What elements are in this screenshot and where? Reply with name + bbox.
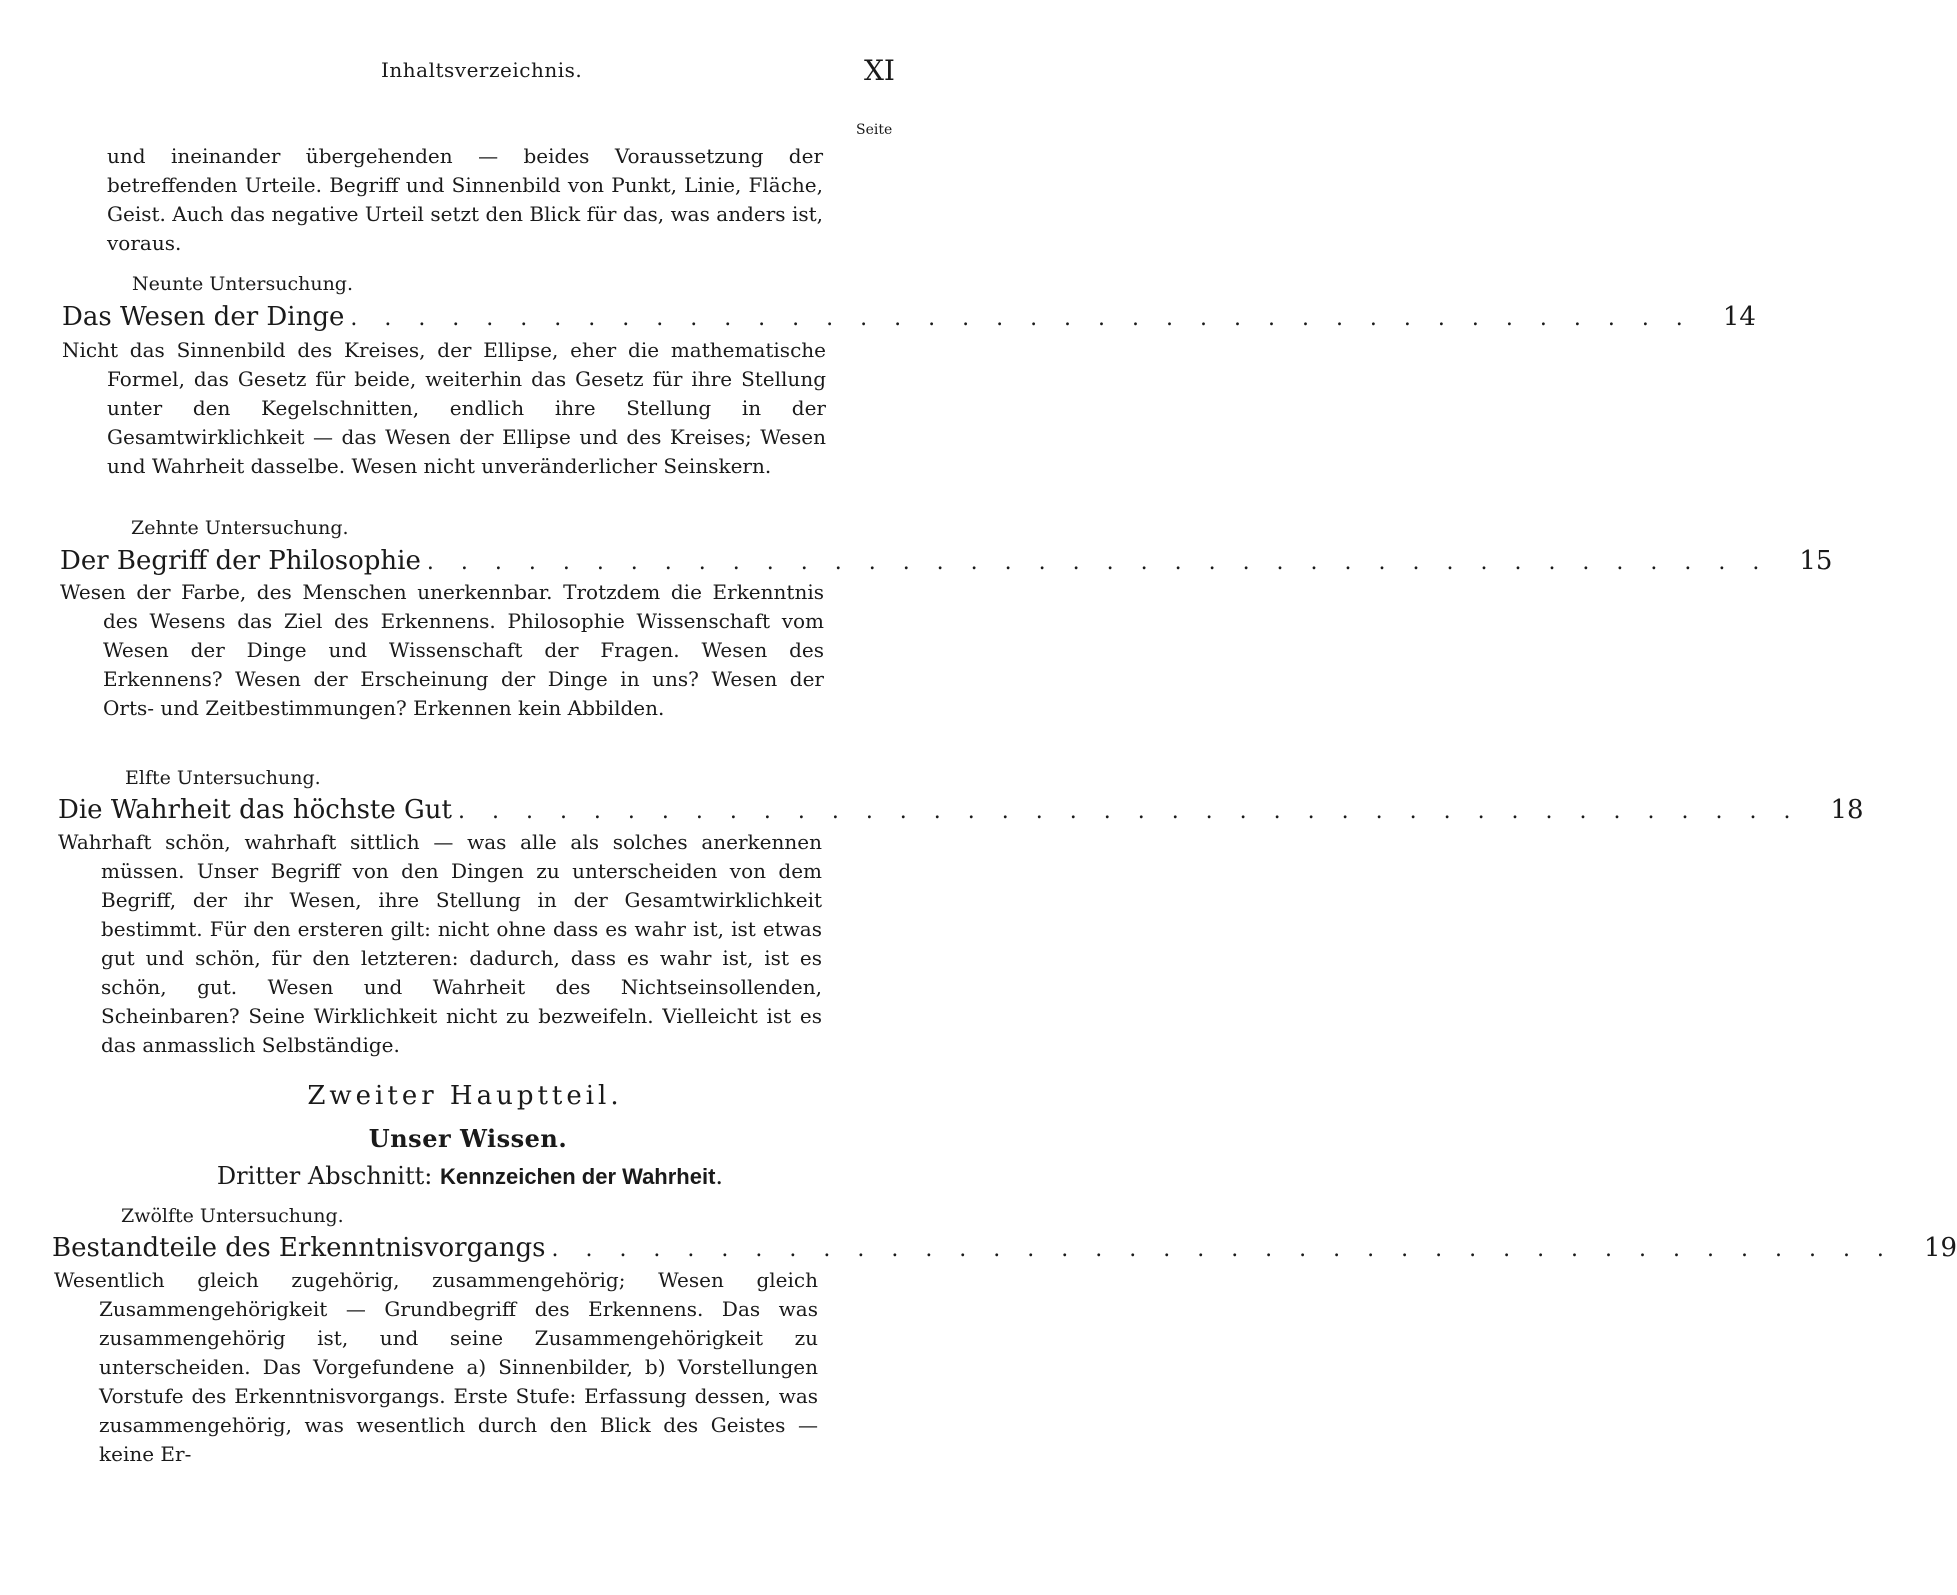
entry-description: Wesentlich gleich zugehörig, zusammengehörig; Wesen gleich Zusammengehörigkeit — Grundbegriff des Erkennens. Das was zusammengehörig ist, und seine Zusammengehörigkeit zu unterscheiden. Das Vorgefundene a) Sinnenbilder, b) Vorstellungen Vorstufe des Erkenntnisvorgangs. Erste Stufe: Erfassung dessen, was zusammengehörig, was wesentlich durch den Blick des Geistes — keine Er-	[54, 1268, 818, 1466]
untersuchung-label: Zehnte Untersuchung.	[131, 517, 349, 539]
section-heading	[0, 1162, 940, 1190]
entry-page: 15	[1799, 546, 1833, 576]
part-label: Zweiter Hauptteil.	[307, 1081, 623, 1111]
entry-page: 14	[1722, 302, 1756, 332]
part-title: Unser Wissen.	[368, 1124, 568, 1153]
leader-dots: . . . . . . . . . . . . . . . . . . . . . . . . . . . . . . . . . . . . . . . .	[551, 1237, 1894, 1262]
section-prefix: Dritter Abschnitt:	[216, 1162, 433, 1190]
toc-entry[interactable]	[62, 302, 1756, 334]
leader-dots: . . . . . . . . . . . . . . . . . . . . . . . . . . . . . . . . . . . . . . . .	[350, 306, 1693, 331]
running-head: Inhaltsverzeichnis.	[381, 58, 583, 82]
entry-title: Das Wesen der Dinge	[62, 302, 345, 332]
section-title: Kennzeichen der Wahrheit	[439, 1164, 716, 1189]
entry-title: Bestandteile des Erkenntnisvorgangs	[52, 1233, 546, 1263]
entry-description: Wahrhaft schön, wahrhaft sittlich — was alle als solches anerkennen müssen. Unser Begriff von den Dingen zu unterscheiden von dem Begriff, der ihr Wesen, ihre Stellung in der Gesamtwirklichkeit bestimmt. Für den ersteren gilt: nicht ohne dass es wahr ist, ist etwas gut und schön, für den letzteren: dadurch, dass es wahr ist, ist es schön, gut. Wesen und Wahrheit des Nichtseinsollenden, Scheinbaren? Seine Wirklichkeit nicht zu bezweifeln. Vielleicht ist es das anmasslich Selbständige.	[58, 830, 822, 1057]
entry-description: Wesen der Farbe, des Menschen unerkennbar. Trotzdem die Erkenntnis des Wesens das Ziel des Erkennens. Philosophie Wissenschaft vom Wesen der Dinge und Wissenschaft der Fragen. Wesen des Erkennens? Wesen der Erscheinung der Dinge in uns? Wesen der Orts- und Zeitbestimmungen? Erkennen kein Abbilden.	[60, 580, 824, 720]
toc-entry[interactable]	[52, 1233, 1957, 1265]
entry-title: Die Wahrheit das höchste Gut	[58, 795, 452, 825]
toc-entry[interactable]	[58, 795, 1864, 827]
entry-page: 19	[1923, 1233, 1957, 1263]
entry-description: Nicht das Sinnenbild des Kreises, der Ellipse, eher die mathematische Formel, das Gesetz für beide, weiterhin das Gesetz für ihre Stellung unter den Kegelschnitten, endlich ihre Stellung in der Gesamtwirklichkeit — das Wesen der Ellipse und des Kreises; Wesen und Wahrheit dasselbe. Wesen nicht unveränderlicher Seinskern.	[62, 338, 826, 478]
page-folio: XI	[864, 54, 895, 87]
top-description: und ineinander übergehenden — beides Voraussetzung der betreffenden Urteile. Begriff und Sinnenbild von Punkt, Linie, Fläche, Geist. Auch das negative Urteil setzt den Blick für das, was anders ist, voraus.	[107, 144, 823, 255]
section-end: .	[715, 1162, 724, 1190]
untersuchung-label: Zwölfte Untersuchung.	[121, 1205, 344, 1227]
untersuchung-label: Neunte Untersuchung.	[132, 273, 354, 295]
entry-title: Der Begriff der Philosophie	[60, 546, 421, 576]
leader-dots: . . . . . . . . . . . . . . . . . . . . . . . . . . . . . . . . . . . . . . . .	[426, 550, 1770, 575]
untersuchung-label: Elfte Untersuchung.	[125, 767, 321, 789]
seite-label: Seite	[856, 122, 893, 138]
leader-dots: . . . . . . . . . . . . . . . . . . . . . . . . . . . . . . . . . . . . . . . .	[457, 799, 1801, 824]
toc-entry[interactable]	[60, 546, 1833, 578]
entry-page: 18	[1830, 795, 1864, 825]
